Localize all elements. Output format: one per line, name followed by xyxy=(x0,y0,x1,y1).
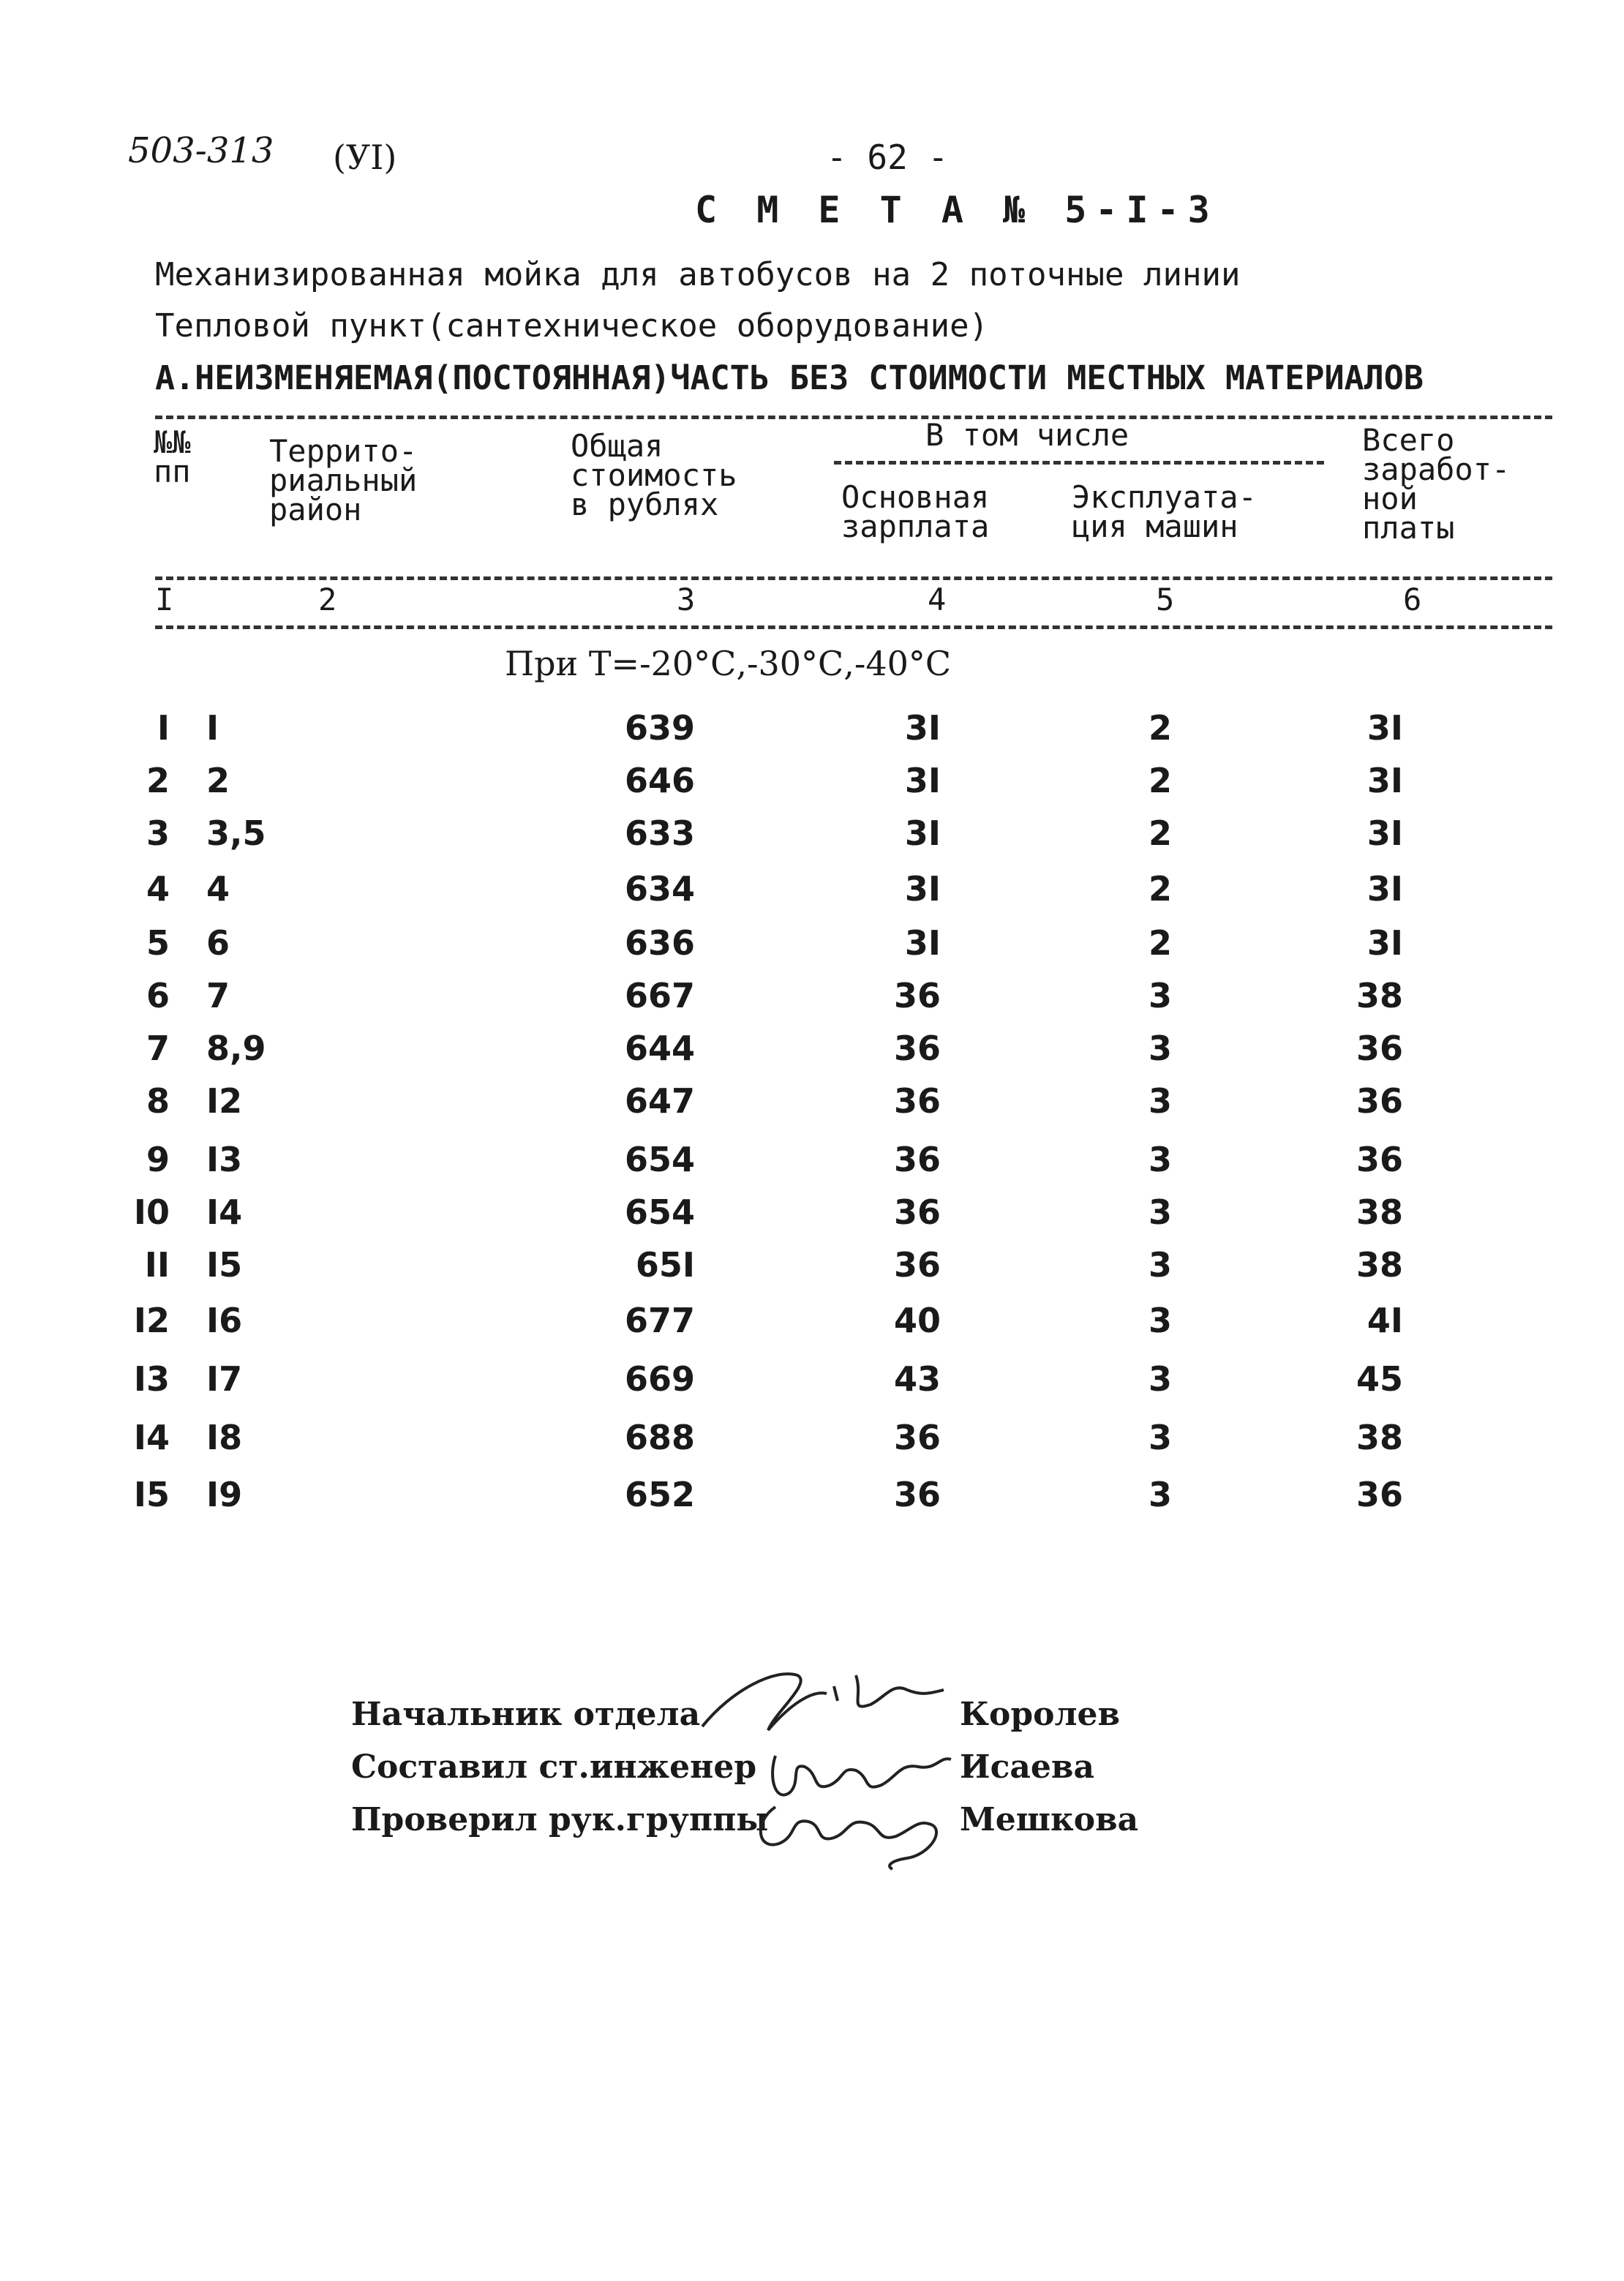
row-total-cost: 646 xyxy=(624,761,695,800)
row-machine-operation: 2 xyxy=(1148,869,1172,909)
row-base-salary: 36 xyxy=(893,1475,941,1514)
row-number: 5 xyxy=(146,923,170,963)
row-number: 2 xyxy=(146,761,170,800)
row-total-cost: 65I xyxy=(635,1245,695,1285)
temperature-condition: При Т=-20°С,-30°С,-40°С xyxy=(505,644,952,683)
row-total-wages: 4I xyxy=(1367,1301,1403,1340)
signature-name-2: Исаева xyxy=(960,1748,1094,1786)
header-num: №№ пп xyxy=(154,424,191,489)
header-including: В том числе xyxy=(925,417,1129,453)
row-base-salary: 36 xyxy=(893,1245,941,1285)
row-total-cost: 639 xyxy=(624,708,695,748)
header-machines: Эксплуата- ция машин xyxy=(1072,479,1257,544)
row-machine-operation: 3 xyxy=(1148,1029,1172,1068)
row-number: I2 xyxy=(133,1301,170,1340)
row-number: 3 xyxy=(146,813,170,853)
row-base-salary: 36 xyxy=(893,1140,941,1179)
row-region: I8 xyxy=(206,1418,243,1457)
row-total-wages: 3I xyxy=(1367,708,1403,748)
row-total-wages: 38 xyxy=(1356,1418,1403,1457)
header-total: Общая стоимость в рублях xyxy=(571,428,737,522)
row-number: I xyxy=(157,708,170,748)
row-machine-operation: 3 xyxy=(1148,1475,1172,1514)
row-region: I2 xyxy=(206,1081,243,1121)
row-machine-operation: 2 xyxy=(1148,813,1172,853)
signature-name-1: Королев xyxy=(960,1696,1121,1733)
row-base-salary: 43 xyxy=(893,1359,941,1399)
row-total-cost: 654 xyxy=(624,1192,695,1232)
row-total-cost: 652 xyxy=(624,1475,695,1514)
row-machine-operation: 2 xyxy=(1148,923,1172,963)
column-number-4: 4 xyxy=(928,582,947,617)
row-total-cost: 677 xyxy=(624,1301,695,1340)
row-machine-operation: 3 xyxy=(1148,1359,1172,1399)
row-total-cost: 634 xyxy=(624,869,695,909)
row-total-cost: 644 xyxy=(624,1029,695,1068)
column-number-6: 6 xyxy=(1403,582,1422,617)
row-number: 6 xyxy=(146,976,170,1015)
row-region: I6 xyxy=(206,1301,243,1340)
row-total-wages: 38 xyxy=(1356,1245,1403,1285)
row-total-cost: 667 xyxy=(624,976,695,1015)
row-total-cost: 633 xyxy=(624,813,695,853)
row-base-salary: 36 xyxy=(893,976,941,1015)
header-region: Террито- риальный район xyxy=(269,433,418,527)
signature-name-3: Мешкова xyxy=(960,1801,1139,1838)
column-numbers-bottom-rule xyxy=(155,625,1552,629)
row-total-wages: 36 xyxy=(1356,1140,1403,1179)
row-machine-operation: 2 xyxy=(1148,761,1172,800)
row-number: 9 xyxy=(146,1140,170,1179)
row-base-salary: 3I xyxy=(904,708,941,748)
row-region: 4 xyxy=(206,869,230,909)
description-line-1: Механизированная мойка для автобусов на 2 поточные линии xyxy=(155,256,1241,293)
row-region: I4 xyxy=(206,1192,243,1232)
row-region: I xyxy=(206,708,219,748)
row-region: 8,9 xyxy=(206,1029,266,1068)
row-base-salary: 3I xyxy=(904,869,941,909)
row-base-salary: 36 xyxy=(893,1029,941,1068)
row-total-wages: 45 xyxy=(1356,1359,1403,1399)
row-total-wages: 3I xyxy=(1367,923,1403,963)
column-number-3: 3 xyxy=(677,582,696,617)
row-machine-operation: 3 xyxy=(1148,1140,1172,1179)
row-total-wages: 38 xyxy=(1356,976,1403,1015)
row-machine-operation: 3 xyxy=(1148,1245,1172,1285)
row-base-salary: 3I xyxy=(904,761,941,800)
column-number-2: 2 xyxy=(318,582,337,617)
row-number: I5 xyxy=(133,1475,170,1514)
row-total-wages: 36 xyxy=(1356,1081,1403,1121)
handwritten-signature-3 xyxy=(746,1785,966,1873)
signature-role-2: Составил ст.инженер xyxy=(351,1748,757,1786)
row-total-cost: 654 xyxy=(624,1140,695,1179)
row-base-salary: 36 xyxy=(893,1418,941,1457)
row-region: I7 xyxy=(206,1359,243,1399)
row-total-wages: 36 xyxy=(1356,1029,1403,1068)
table-top-rule xyxy=(155,416,1552,419)
row-total-wages: 3I xyxy=(1367,813,1403,853)
row-base-salary: 3I xyxy=(904,923,941,963)
estimate-title: С М Е Т А № 5-I-3 xyxy=(695,189,1219,231)
row-total-cost: 647 xyxy=(624,1081,695,1121)
row-number: I0 xyxy=(133,1192,170,1232)
row-total-cost: 669 xyxy=(624,1359,695,1399)
row-machine-operation: 3 xyxy=(1148,1418,1172,1457)
column-number-1: I xyxy=(155,582,174,617)
column-number-5: 5 xyxy=(1156,582,1175,617)
row-base-salary: 40 xyxy=(893,1301,941,1340)
row-machine-operation: 3 xyxy=(1148,1301,1172,1340)
row-total-wages: 3I xyxy=(1367,869,1403,909)
header-group-rule xyxy=(834,461,1324,465)
row-region: I3 xyxy=(206,1140,243,1179)
row-machine-operation: 3 xyxy=(1148,1192,1172,1232)
row-total-wages: 38 xyxy=(1356,1192,1403,1232)
row-number: 8 xyxy=(146,1081,170,1121)
row-number: II xyxy=(144,1245,170,1285)
row-region: I9 xyxy=(206,1475,243,1514)
row-number: I4 xyxy=(133,1418,170,1457)
document-variant: (УI) xyxy=(333,138,397,177)
row-number: 4 xyxy=(146,869,170,909)
signature-role-3: Проверил рук.группы xyxy=(351,1801,769,1838)
document-code: 503-313 xyxy=(128,130,274,171)
row-region: 7 xyxy=(206,976,230,1015)
row-total-wages: 3I xyxy=(1367,761,1403,800)
row-machine-operation: 3 xyxy=(1148,1081,1172,1121)
header-salary: Основная зарплата xyxy=(841,479,990,544)
description-line-3: А.НЕИЗМЕНЯЕМАЯ(ПОСТОЯННАЯ)ЧАСТЬ БЕЗ СТОИМОСТИ МЕСТНЫХ МАТЕРИАЛОВ xyxy=(155,358,1424,397)
column-numbers-top-rule xyxy=(155,576,1552,580)
row-machine-operation: 2 xyxy=(1148,708,1172,748)
row-total-cost: 688 xyxy=(624,1418,695,1457)
row-base-salary: 36 xyxy=(893,1192,941,1232)
signature-role-1: Начальник отдела xyxy=(351,1696,701,1733)
row-region: I5 xyxy=(206,1245,243,1285)
row-base-salary: 3I xyxy=(904,813,941,853)
row-region: 6 xyxy=(206,923,230,963)
row-machine-operation: 3 xyxy=(1148,976,1172,1015)
row-region: 2 xyxy=(206,761,230,800)
row-total-cost: 636 xyxy=(624,923,695,963)
row-base-salary: 36 xyxy=(893,1081,941,1121)
row-total-wages: 36 xyxy=(1356,1475,1403,1514)
row-region: 3,5 xyxy=(206,813,266,853)
row-number: 7 xyxy=(146,1029,170,1068)
header-wages: Всего заработ- ной платы xyxy=(1362,422,1511,546)
page-number: - 62 - xyxy=(827,138,949,177)
row-number: I3 xyxy=(133,1359,170,1399)
description-line-2: Тепловой пункт(сантехническое оборудование) xyxy=(155,307,989,345)
